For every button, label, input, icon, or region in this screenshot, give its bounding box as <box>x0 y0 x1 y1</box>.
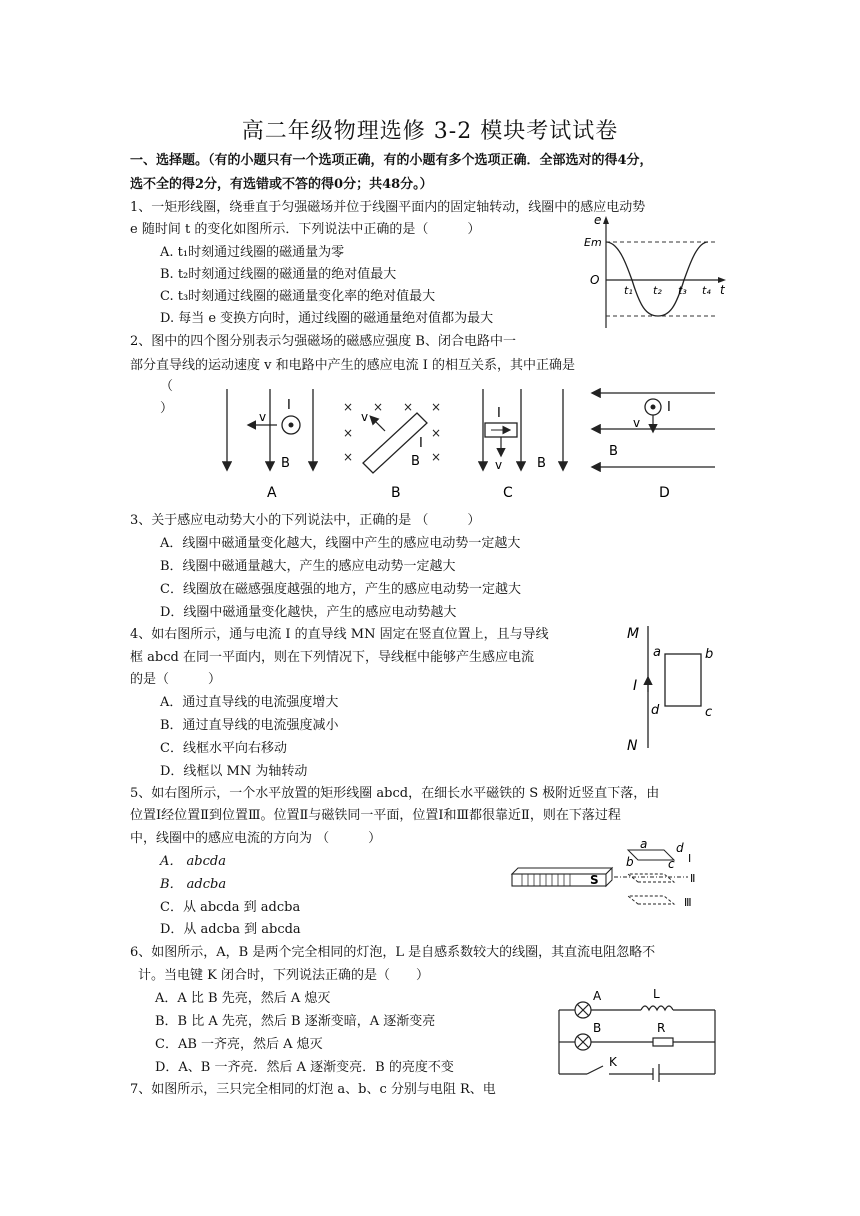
q5-position3-label: Ⅲ <box>684 896 692 909</box>
q4-option-a: A．通过直导线的电流强度增大 <box>160 695 339 710</box>
q1-emf-graph <box>580 210 730 340</box>
q1-option-b: B. t₂时刻通过线圈的磁通量的绝对值最大 <box>160 267 397 282</box>
q2-a-i-label: I <box>287 398 291 413</box>
q5-position1-label: Ⅰ <box>688 852 692 865</box>
q1-graph-t3-label: t₃ <box>678 284 687 297</box>
q2-figure-b <box>343 400 441 501</box>
q2-line1: 2、图中的四个图分别表示匀强磁场的磁感应强度 B、闭合电路中一 <box>130 334 516 349</box>
q5-option-c: C．从 abcda 到 adcba <box>160 900 301 915</box>
q4-option-c: C．线框水平向右移动 <box>160 741 287 756</box>
q1-graph-t2-label: t₂ <box>653 284 662 297</box>
svg-text:×: × <box>403 400 414 414</box>
section-heading-line1: 一、选择题。（有的小题只有一个选项正确，有的小题有多个选项正确．全部选对的得4分， <box>130 153 653 168</box>
q2-label-b: B <box>391 485 401 501</box>
q6-line2: 计。当电键 K 闭合时，下列说法正确的是（ ） <box>138 968 429 983</box>
q2-a-b-label: B <box>281 456 290 471</box>
svg-text:×: × <box>373 400 384 414</box>
q2-paren-close: ） <box>160 401 174 416</box>
q4-a-label: a <box>653 645 661 660</box>
q4-m-label: M <box>627 626 640 642</box>
q1-graph-t1-label: t₁ <box>624 284 633 297</box>
q2-c-b-label: B <box>537 456 546 471</box>
svg-text:×: × <box>431 400 442 414</box>
q2-label-c: C <box>503 485 513 501</box>
q4-d-label: d <box>651 703 660 718</box>
q7-line1: 7、如图所示，三只完全相同的灯泡 a、b、c 分别与电阻 R、电 <box>130 1082 496 1097</box>
q4-n-label: N <box>627 738 638 754</box>
q4-b-label: b <box>705 647 714 662</box>
q1-graph-origin-label: O <box>590 273 600 287</box>
q6-line1: 6、如图所示，A，B 是两个完全相同的灯泡，L 是自感系数较大的线圈，其直流电阻忽略不 <box>130 945 656 960</box>
q1-option-c: C. t₃时刻通过线圈的磁通量变化率的绝对值最大 <box>160 289 436 304</box>
q2-d-i-label: I <box>667 400 671 415</box>
q2-d-v-label: v <box>633 416 641 430</box>
svg-text:×: × <box>343 450 354 464</box>
q6-coil-label: L <box>653 987 660 1001</box>
q5-option-d: D．从 adcba 到 abcda <box>160 922 301 937</box>
q2-b-b-label: B <box>411 454 420 469</box>
q2-line2: 部分直导线的运动速度 v 和电路中产生的感应电流 I 的相互关系，其中正确是 <box>130 358 576 373</box>
q2-figures <box>215 385 725 505</box>
q6-circuit-figure <box>555 982 720 1082</box>
q4-option-d: D．线框以 MN 为轴转动 <box>160 764 308 779</box>
q2-b-i-label: I <box>419 436 423 451</box>
page-title: 高二年级物理选修 3-2 模块考试试卷 <box>241 119 619 144</box>
q2-d-b-label: B <box>609 444 618 459</box>
q5-a-label: a <box>640 838 648 851</box>
q2-figure-d <box>593 393 715 501</box>
q5-c-label: c <box>668 857 675 871</box>
q4-i-label: I <box>633 678 638 694</box>
q6-option-c: C．AB 一齐亮，然后 A 熄灭 <box>155 1037 323 1052</box>
q1-option-d: D. 每当 e 变换方向时，通过线圈的磁通量绝对值都为最大 <box>160 311 494 326</box>
q1-line1: 1、一矩形线圈，绕垂直于匀强磁场并位于线圈平面内的固定轴转动，线圈中的感应电动势 <box>130 200 646 215</box>
q2-b-v-label: v <box>361 410 369 424</box>
q5-line1: 5、如右图所示，一个水平放置的矩形线圈 abcd，在细长水平磁铁的 S 极附近竖直下落，由 <box>130 786 660 801</box>
q3-line1: 3、关于感应电动势大小的下列说法中，正确的是 （ ） <box>130 513 481 528</box>
q6-resistor-label: R <box>657 1021 666 1035</box>
q3-option-d: D．线圈中磁通量变化越快，产生的感应电动势越大 <box>160 605 457 620</box>
q5-b-label: b <box>626 855 634 869</box>
section-heading-line2: 选不全的得2分，有选错或不答的得0分；共48分。） <box>130 177 433 192</box>
q5-d-label: d <box>676 841 684 855</box>
q6-lamp-a-label: A <box>593 989 602 1003</box>
q5-line2: 位置Ⅰ经位置Ⅱ到位置Ⅲ。位置Ⅱ与磁铁同一平面，位置Ⅰ和Ⅲ都很靠近Ⅱ，则在下落过程 <box>130 808 621 823</box>
q1-graph-t-label: t <box>720 283 725 297</box>
svg-text:×: × <box>431 450 442 464</box>
q4-option-b: B．通过直导线的电流强度减小 <box>160 718 339 733</box>
q4-wire-frame-figure <box>615 620 725 755</box>
q3-option-a: A．线圈中磁通量变化越大，线圈中产生的感应电动势一定越大 <box>160 536 521 551</box>
q4-c-label: c <box>705 705 713 720</box>
q6-option-d: D．A、B 一齐亮．然后 A 逐渐变亮．B 的亮度不变 <box>155 1060 454 1075</box>
q6-option-a: A．A 比 B 先亮，然后 A 熄灭 <box>155 991 331 1006</box>
q4-line3: 的是（ ） <box>130 672 222 687</box>
q5-line3: 中，线圈中的感应电流的方向为 （ ） <box>130 831 382 846</box>
svg-text:×: × <box>431 426 442 440</box>
q1-line2: e 随时间 t 的变化如图所示．下列说法中正确的是（ ） <box>130 222 481 237</box>
q4-line2: 框 abcd 在同一平面内，则在下列情况下，导线框中能够产生感应电流 <box>130 650 534 665</box>
q5-option-b: B． adcba <box>160 877 227 892</box>
q3-option-b: B．线圈中磁通量越大，产生的感应电动势一定越大 <box>160 559 456 574</box>
q6-switch-label: K <box>609 1055 617 1069</box>
svg-text:×: × <box>343 400 354 414</box>
q2-a-v-label: v <box>259 410 267 424</box>
q2-label-d: D <box>659 485 670 501</box>
q1-graph-e-label: e <box>594 213 602 227</box>
q5-option-a: A． abcda <box>160 854 226 869</box>
q6-option-b: B．B 比 A 先亮，然后 B 逐渐变暗，A 逐渐变亮 <box>155 1014 436 1029</box>
q2-c-v-label: v <box>495 458 503 472</box>
q2-paren-open: （ <box>160 379 174 394</box>
q5-position2-label: Ⅱ <box>690 872 696 885</box>
q5-magnet-figure <box>508 838 708 912</box>
q2-figure-c <box>483 389 563 501</box>
svg-text:×: × <box>343 426 354 440</box>
q6-lamp-b-label: B <box>593 1021 602 1035</box>
q3-option-c: C．线圈放在磁感强度越强的地方，产生的感应电动势一定越大 <box>160 582 521 597</box>
q2-figure-a <box>227 389 313 501</box>
q1-graph-em-label: Em <box>584 236 602 249</box>
q1-option-a: A. t₁时刻通过线圈的磁通量为零 <box>160 245 345 260</box>
q5-s-pole-label: S <box>590 873 599 887</box>
q4-line1: 4、如右图所示，通与电流 I 的直导线 MN 固定在竖直位置上，且与导线 <box>130 627 549 642</box>
q1-graph-t4-label: t₄ <box>702 284 711 297</box>
q2-label-a: A <box>267 485 277 501</box>
q2-c-i-label: I <box>497 406 501 421</box>
